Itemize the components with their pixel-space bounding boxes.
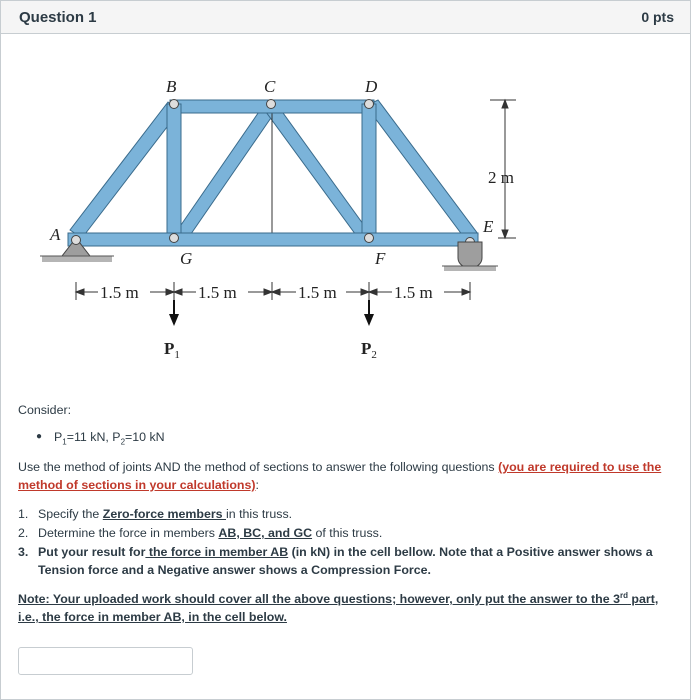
bullet-dot: ● (36, 431, 43, 442)
dim-seg3: 1.5 m (298, 283, 337, 302)
dim-height: 2 m (488, 168, 514, 187)
consider-text: Consider: (18, 403, 72, 417)
pin-c (267, 100, 276, 109)
load-arrow-p1 (169, 300, 179, 326)
question-points: 0 pts (641, 9, 674, 25)
dim-seg4: 1.5 m (394, 283, 433, 302)
answer-input[interactable] (18, 647, 193, 675)
member-gc (172, 106, 275, 244)
list-item: 2. Determine the force in members AB, BC, and GC of this truss. (18, 526, 383, 540)
member-ae (68, 233, 478, 246)
member-de (366, 100, 478, 240)
instructions-text: Use the method of joints AND the method of sections to answer the following questions (18, 460, 499, 474)
pin-b (170, 100, 179, 109)
load-label-p1: $P_1$ (164, 339, 180, 361)
label-a: A (50, 225, 61, 244)
member-df (362, 104, 376, 240)
sections-requirement-link[interactable]: (you are required to use the method of sections in your calculations) (18, 460, 662, 492)
label-e: E (483, 217, 494, 236)
list-item: 1. Specify the Zero-force members in this truss. (18, 507, 293, 521)
truss-members (68, 100, 478, 246)
load-arrow-p2 (364, 300, 374, 326)
question-header (1, 1, 690, 34)
note-text: Note: Your uploaded work should cover all the above questions; however, only put the answer to the 3rd part, i.e., the force in member AB, in the cell below. (18, 590, 659, 624)
label-f: F (375, 249, 386, 268)
load-values-text: $P_1=11$ kN, $P_2=10$ kN (54, 430, 165, 447)
list-item: 3. Put your result for the force in member AB (in kN) in the cell bellow. Note that a Positive answer shows a Tension force and a Negative answer shows a Compression Force. (18, 545, 653, 577)
member-bg (167, 104, 181, 240)
dim-seg2: 1.5 m (198, 283, 237, 302)
member-cf (266, 106, 376, 246)
label-b: B (166, 77, 177, 96)
pin-f (365, 234, 374, 243)
questions-list (18, 505, 678, 580)
instructions: Use the method of joints AND the method of sections to answer the following questions (you are required to use the method of sections in your calculations): (18, 460, 662, 492)
load-label-p2: $P_2$ (361, 339, 377, 361)
member-ab (70, 102, 180, 238)
label-d: D (365, 77, 378, 96)
pin-g (170, 234, 179, 243)
question-title: Question 1 (19, 9, 97, 26)
label-c: C (264, 77, 276, 96)
dim-seg1: 1.5 m (100, 283, 139, 302)
pin-d (365, 100, 374, 109)
truss-figure (0, 60, 560, 370)
label-g: G (180, 249, 193, 268)
